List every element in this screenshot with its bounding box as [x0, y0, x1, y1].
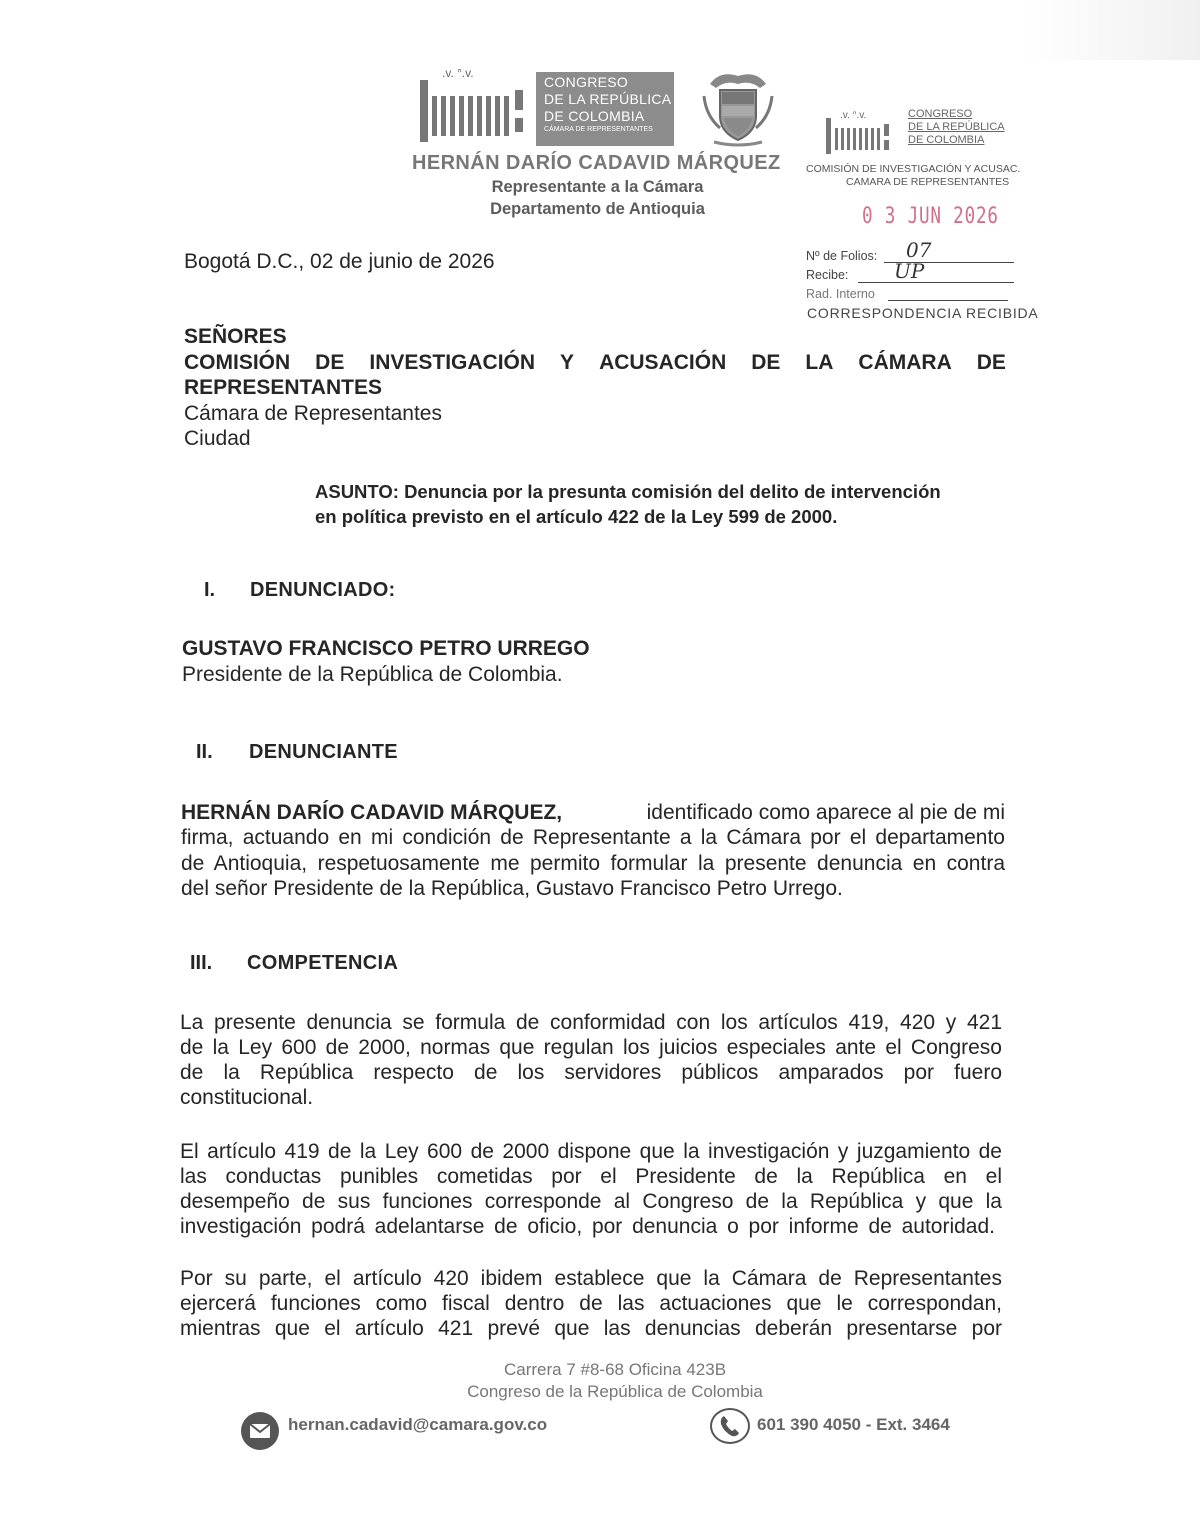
representative-name: HERNÁN DARÍO CADAVID MÁRQUEZ: [412, 152, 781, 174]
competence-paragraph-1-line: La presente denuncia se formula de conformidad con los artículos 419, 420 y 421: [180, 1011, 1002, 1034]
recibe-underline: [858, 282, 1014, 283]
stamp-logo-line: DE LA REPÚBLICA: [908, 121, 1005, 133]
folios-label: Nº de Folios:: [806, 249, 878, 263]
addressee-word: COMISIÓN: [184, 351, 291, 374]
footer-phone[interactable]: 601 390 4050 - Ext. 3464: [757, 1415, 950, 1434]
competence-paragraph-3-line: ejercerá funciones como fiscal dentro de las actuaciones que le correspondan,: [180, 1292, 1002, 1315]
complainant-line: firma, actuando en mi condición de Representante a la Cámara por el departamento: [181, 826, 1005, 849]
complainant-text: identificado como aparece al pie de mi: [646, 801, 1005, 824]
stamp-logo-text: [908, 108, 1005, 147]
addressee-representatives: REPRESENTANTES: [184, 376, 382, 399]
competence-paragraph-1-line: de la Ley 600 de 2000, normas que regulan los juicios especiales ante el Congreso: [180, 1036, 1002, 1059]
stamp-chamber: CAMARA DE REPRESENTANTES: [846, 176, 1010, 188]
logo-line: DE LA REPÚBLICA: [544, 91, 672, 107]
addressee-word: INVESTIGACIÓN: [369, 351, 536, 374]
competence-paragraph-3-line: mientras que el artículo 421 prevé que las denuncias deberán presentarse por: [180, 1317, 1002, 1340]
addressee-word: CÁMARA: [858, 351, 952, 374]
representative-role: Representante a la Cámara: [491, 178, 704, 196]
section-title-denunciante: DENUNCIANTE: [249, 741, 398, 763]
stamp-date: 0 3 JUN 2026: [862, 204, 999, 229]
phone-icon: [710, 1408, 750, 1444]
addressee-word: DE: [976, 351, 1006, 374]
stamp-commission: COMISIÓN DE INVESTIGACIÓN Y ACUSAC.: [806, 163, 1021, 175]
recibe-handwritten: UP: [894, 259, 925, 283]
scan-shadow: [1020, 0, 1200, 60]
addressee-word: DE: [315, 351, 345, 374]
svg-text:.v. ᐢ.v.: .v. ᐢ.v.: [442, 66, 474, 80]
place-date: Bogotá D.C., 02 de junio de 2026: [184, 250, 495, 273]
footer-institution: Congreso de la República de Colombia: [467, 1382, 763, 1401]
addressee-word: DE: [751, 351, 781, 374]
competence-paragraph-3-line: Por su parte, el artículo 420 ibidem establece que la Cámara de Representantes: [180, 1267, 1002, 1290]
correspondence-received: CORRESPONDENCIA RECIBIDA: [807, 305, 1039, 321]
competence-paragraph-1-line: constitucional.: [180, 1086, 314, 1109]
competence-paragraph-2-line: El artículo 419 de la Ley 600 de 2000 dispone que la investigación y juzgamiento de: [180, 1140, 1002, 1163]
folios-handwritten: 07: [906, 238, 932, 262]
rad-label: Rad. Interno: [806, 287, 875, 301]
recibe-label: Recibe:: [806, 268, 849, 282]
svg-text:.v. ᐢ.v.: .v. ᐢ.v.: [840, 110, 867, 121]
addressee-city: Ciudad: [184, 427, 251, 450]
complainant-line: del señor Presidente de la República, Gustavo Francisco Petro Urrego.: [181, 877, 843, 900]
stamp-barcode-logo: [824, 108, 902, 156]
congress-barcode-logo: [418, 66, 533, 148]
logo-small-line: CÁMARA DE REPRESENTANTES: [544, 126, 653, 133]
coat-of-arms-icon: [700, 66, 776, 148]
accused-role: Presidente de la República de Colombia.: [182, 663, 563, 686]
stamp-logo-line: DE COLOMBIA: [908, 134, 985, 146]
footer-address: Carrera 7 #8-68 Oficina 423B: [503, 1360, 727, 1379]
logo-line: CONGRESO: [544, 74, 629, 90]
stamp-logo-line: CONGRESO: [908, 108, 973, 120]
subject-line: ASUNTO: Denuncia por la presunta comisión del delito de intervención: [315, 481, 941, 502]
competence-paragraph-2-line: investigación podrá adelantarse de oficio, por denuncia o por informe de autoridad.: [180, 1215, 995, 1238]
envelope-icon: [241, 1412, 279, 1450]
complainant-name: HERNÁN DARÍO CADAVID MÁRQUEZ,: [181, 801, 563, 824]
competence-paragraph-1-line: de la República respecto de los servidores públicos amparados por fuero: [180, 1061, 1002, 1084]
competence-paragraph-2-line: las conductas punibles cometidas por el Presidente de la República en el: [180, 1165, 1002, 1188]
addressee-senores: SEÑORES: [184, 325, 287, 348]
addressee-chamber: Cámara de Representantes: [184, 402, 442, 425]
logo-line: DE COLOMBIA: [544, 108, 645, 124]
complainant-line: de Antioquia, respetuosamente me permito formular la presente denuncia en contra: [181, 852, 1005, 875]
section-number: I.: [204, 579, 216, 601]
accused-name: GUSTAVO FRANCISCO PETRO URREGO: [182, 637, 590, 660]
addressee-word: Y: [560, 351, 575, 374]
addressee-word: LA: [805, 351, 834, 374]
representative-department: Departamento de Antioquia: [490, 200, 705, 218]
section-title-denunciado: DENUNCIADO:: [250, 579, 396, 601]
section-title-competencia: COMPETENCIA: [247, 952, 399, 974]
rad-underline: [888, 300, 1008, 301]
complainant-line: [181, 801, 1005, 825]
competence-paragraph-2-line: desempeño de sus funciones corresponde al Congreso de la República y que la: [180, 1190, 1002, 1213]
addressee-commission: [184, 351, 1006, 375]
subject-line: en política previsto en el artículo 422 de la Ley 599 de 2000.: [315, 506, 838, 527]
section-number: III.: [190, 952, 213, 974]
addressee-word: ACUSACIÓN: [599, 351, 727, 374]
congress-logo-text-box: [536, 72, 674, 146]
section-number: II.: [196, 741, 213, 763]
footer-email[interactable]: hernan.cadavid@camara.gov.co: [288, 1415, 548, 1434]
